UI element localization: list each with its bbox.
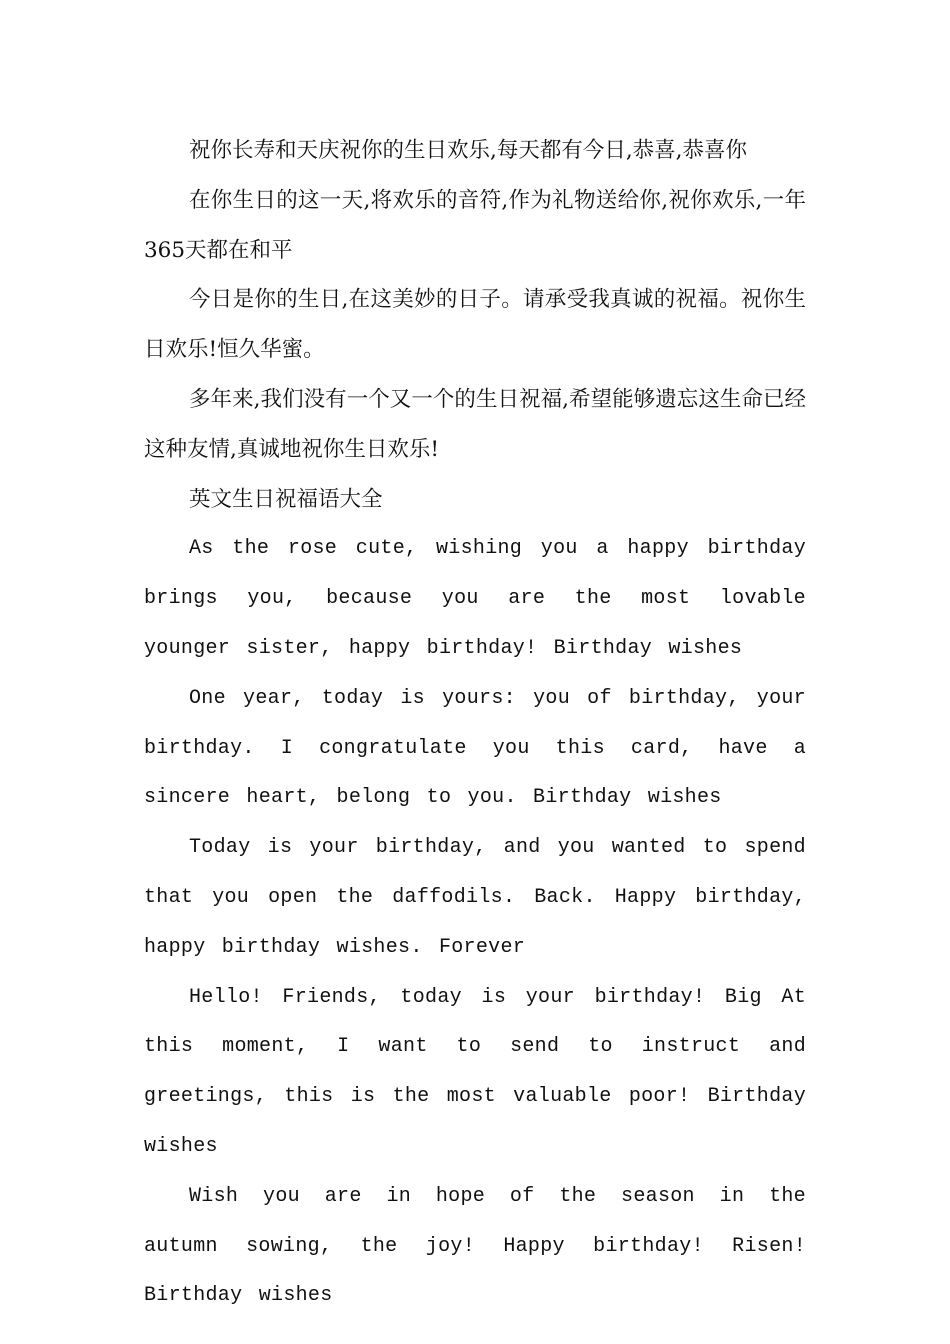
- paragraph: 今日是你的生日,在这美妙的日子。请承受我真诚的祝福。祝你生日欢乐!恒久华蜜。: [144, 287, 806, 363]
- document-body: [144, 126, 806, 1321]
- paragraph: Wish you are in hope of the season in the autumn sowing, the joy! Happy birthday! Risen! Birthday wishes: [144, 1184, 806, 1308]
- paragraph: One year, today is yours: you of birthday, your birthday. I congratulate you this card, have a sincere heart, belong to you. Birthday wishes: [144, 686, 806, 810]
- paragraph: 多年来,我们没有一个又一个的生日祝福,希望能够遗忘这生命已经这种友情,真诚地祝你生日欢乐!: [144, 386, 806, 462]
- paragraph: 在你生日的这一天,将欢乐的音符,作为礼物送给你,祝你欢乐,一年365天都在和平: [144, 187, 806, 263]
- paragraph: 祝你长寿和天庆祝你的生日欢乐,每天都有今日,恭喜,恭喜你: [189, 138, 748, 163]
- paragraph: As the rose cute, wishing you a happy birthday brings you, because you are the most lovable younger sister, happy birthday! Birthday wishes: [144, 537, 806, 660]
- paragraph: Today is your birthday, and you wanted to spend that you open the daffodils. Back. Happy birthday, happy birthday wishes. Forever: [144, 836, 806, 959]
- section-heading: 英文生日祝福语大全: [189, 486, 383, 512]
- paragraph: Hello! Friends, today is your birthday! Big At this moment, I want to send to instruct and greetings, this is the most valuable poor! Birthday wishes: [144, 985, 806, 1158]
